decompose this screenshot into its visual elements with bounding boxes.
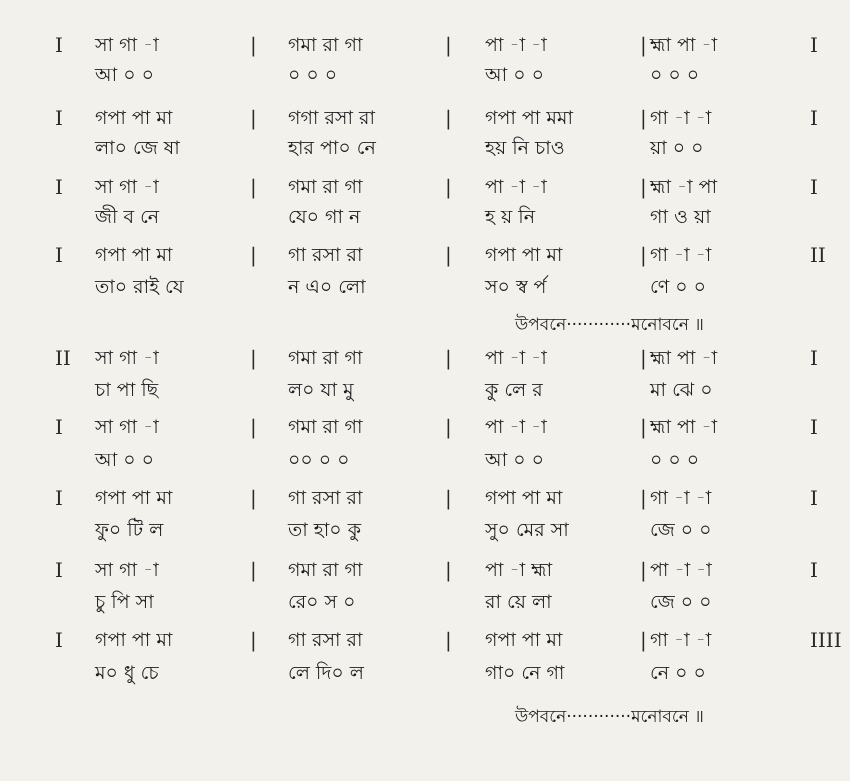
bar-line: |	[445, 175, 452, 199]
lyric-syllables: আ ০ ০	[485, 64, 544, 86]
notation-row	[0, 483, 850, 513]
bar-line: I	[55, 558, 63, 582]
lyric-syllables: চু পি সা	[95, 591, 154, 613]
bar-line: |	[250, 346, 257, 370]
lyric-syllables: জী ব নে	[95, 206, 160, 228]
lyric-syllables: গা ও য়া	[650, 206, 711, 228]
note-group: সা গা -া	[95, 347, 159, 369]
bar-line: |	[445, 486, 452, 510]
bar-line: |	[250, 106, 257, 130]
bar-line: |	[250, 558, 257, 582]
bar-line: |	[445, 243, 452, 267]
lyric-syllables: ল০ যা মু	[288, 379, 354, 401]
note-group: গা -া -া	[650, 107, 712, 129]
note-group: গা -া -া	[650, 629, 712, 651]
note-group: গপা পা মা	[485, 629, 563, 651]
lyric-row	[0, 587, 850, 617]
bar-line: I	[55, 243, 63, 267]
bar-line: I	[810, 106, 818, 130]
bar-line: |	[640, 243, 647, 267]
note-group: গমা রা গা	[288, 176, 363, 198]
lyric-syllables: জে ০ ০	[650, 519, 712, 541]
bar-line: I	[810, 415, 818, 439]
lyric-syllables: য়া ০ ০	[650, 137, 704, 159]
bar-line: |	[250, 628, 257, 652]
bar-line: |	[640, 33, 647, 57]
bar-line: |	[640, 628, 647, 652]
lyric-row	[0, 133, 850, 163]
lyric-syllables: গা০ নে গা	[485, 662, 565, 684]
bar-line: I	[810, 558, 818, 582]
refrain-row	[0, 702, 850, 732]
lyric-syllables: ০ ০ ০	[650, 64, 700, 86]
note-group: পা -া হ্মা	[485, 559, 553, 581]
bar-line: I	[55, 106, 63, 130]
lyric-syllables: স০ স্ব র্প	[485, 276, 547, 298]
note-group: গা রসা রা	[288, 244, 363, 266]
bar-line: I	[55, 175, 63, 199]
refrain-row	[0, 310, 850, 340]
lyric-syllables: লা০ জে ষা	[95, 137, 180, 159]
bar-line: |	[250, 175, 257, 199]
bar-line: I	[810, 346, 818, 370]
note-group: হ্মা পা -া	[650, 34, 718, 56]
lyric-syllables: ম০ ধু চে	[95, 662, 159, 684]
note-group: গপা পা মা	[95, 107, 173, 129]
lyric-syllables: ০ ০ ০	[288, 64, 338, 86]
bar-line: I	[810, 175, 818, 199]
bar-line: |	[445, 346, 452, 370]
note-group: পা -া -া	[650, 559, 712, 581]
note-group: গপা পা মা	[95, 487, 173, 509]
bar-line: |	[445, 106, 452, 130]
lyric-row	[0, 445, 850, 475]
lyric-syllables: ন এ০ লো	[288, 276, 366, 298]
bar-line: |	[445, 628, 452, 652]
bar-line: |	[445, 558, 452, 582]
notation-row	[0, 555, 850, 585]
lyric-syllables: আ ০ ০	[485, 449, 544, 471]
note-group: গমা রা গা	[288, 559, 363, 581]
lyric-row	[0, 202, 850, 232]
note-group: গা -া -া	[650, 244, 712, 266]
note-group: গপা পা মা	[95, 629, 173, 651]
lyric-syllables: ণে ০ ০	[650, 276, 706, 298]
refrain-text: উপবনে············মনোবনে ॥	[515, 707, 704, 727]
lyric-syllables: চা পা ছি	[95, 379, 159, 401]
note-group: গপা পা মা	[485, 244, 563, 266]
lyric-syllables: ফু০ টি ল	[95, 519, 164, 541]
lyric-syllables: রা য়ে লা	[485, 591, 552, 613]
bar-line: I	[55, 486, 63, 510]
lyric-row	[0, 60, 850, 90]
bar-line: |	[640, 486, 647, 510]
lyric-syllables: হ য় নি	[485, 206, 536, 228]
bar-line: |	[250, 33, 257, 57]
lyric-syllables: কু লে র	[485, 379, 543, 401]
bar-line: |	[250, 415, 257, 439]
note-group: গমা রা গা	[288, 416, 363, 438]
lyric-syllables: জে ০ ০	[650, 591, 712, 613]
lyric-row	[0, 658, 850, 688]
note-group: গপা পা মা	[485, 487, 563, 509]
note-group: গা রসা রা	[288, 629, 363, 651]
bar-line: |	[250, 486, 257, 510]
notation-row	[0, 240, 850, 270]
lyric-syllables: হয় নি চাও	[485, 137, 565, 159]
note-group: গপা পা মা	[95, 244, 173, 266]
lyric-syllables: ০০ ০ ০	[288, 449, 350, 471]
bar-line: |	[250, 243, 257, 267]
notation-row	[0, 103, 850, 133]
lyric-row	[0, 375, 850, 405]
note-group: হ্মা পা -া	[650, 416, 718, 438]
lyric-syllables: নে ০ ০	[650, 662, 706, 684]
bar-line: |	[640, 175, 647, 199]
note-group: গপা পা মমা	[485, 107, 573, 129]
bar-line: |	[640, 106, 647, 130]
lyric-syllables: তা হা০ কু	[288, 519, 361, 541]
note-group: গগা রসা রা	[288, 107, 375, 129]
bar-line: I	[55, 33, 63, 57]
note-group: পা -া -া	[485, 34, 547, 56]
note-group: হ্মা পা -া	[650, 347, 718, 369]
lyric-syllables: যে০ গা ন	[288, 206, 361, 228]
note-group: গমা রা গা	[288, 347, 363, 369]
notation-row	[0, 412, 850, 442]
note-group: সা গা -া	[95, 559, 159, 581]
bar-line: IIII	[810, 628, 842, 652]
lyric-syllables: তা০ রাই যে	[95, 276, 184, 298]
notation-row	[0, 30, 850, 60]
bar-line: I	[810, 486, 818, 510]
lyric-syllables: মা ঝে ০	[650, 379, 713, 401]
note-group: পা -া -া	[485, 347, 547, 369]
lyric-syllables: সু০ মের সা	[485, 519, 569, 541]
notation-row	[0, 625, 850, 655]
lyric-syllables: আ ০ ০	[95, 64, 154, 86]
note-group: হ্মা -া পা	[650, 176, 718, 198]
lyric-syllables: রে০ স ০	[288, 591, 356, 613]
note-group: গমা রা গা	[288, 34, 363, 56]
bar-line: I	[55, 415, 63, 439]
note-group: সা গা -া	[95, 416, 159, 438]
notation-row	[0, 172, 850, 202]
bar-line: II	[810, 243, 826, 267]
notation-row	[0, 343, 850, 373]
bar-line: I	[55, 628, 63, 652]
lyric-syllables: ০ ০ ০	[650, 449, 700, 471]
note-group: সা গা -া	[95, 176, 159, 198]
note-group: পা -া -া	[485, 176, 547, 198]
lyric-row	[0, 515, 850, 545]
bar-line: |	[640, 415, 647, 439]
note-group: গা -া -া	[650, 487, 712, 509]
note-group: গা রসা রা	[288, 487, 363, 509]
refrain-text: উপবনে············মনোবনে ॥	[515, 315, 704, 335]
lyric-syllables: লে দি০ ল	[288, 662, 364, 684]
bar-line: |	[640, 346, 647, 370]
bar-line: II	[55, 346, 71, 370]
bar-line: I	[810, 33, 818, 57]
note-group: সা গা -া	[95, 34, 159, 56]
bar-line: |	[445, 415, 452, 439]
bar-line: |	[445, 33, 452, 57]
bar-line: |	[640, 558, 647, 582]
lyric-syllables: আ ০ ০	[95, 449, 154, 471]
lyric-row	[0, 272, 850, 302]
lyric-syllables: হার পা০ নে	[288, 137, 376, 159]
note-group: পা -া -া	[485, 416, 547, 438]
